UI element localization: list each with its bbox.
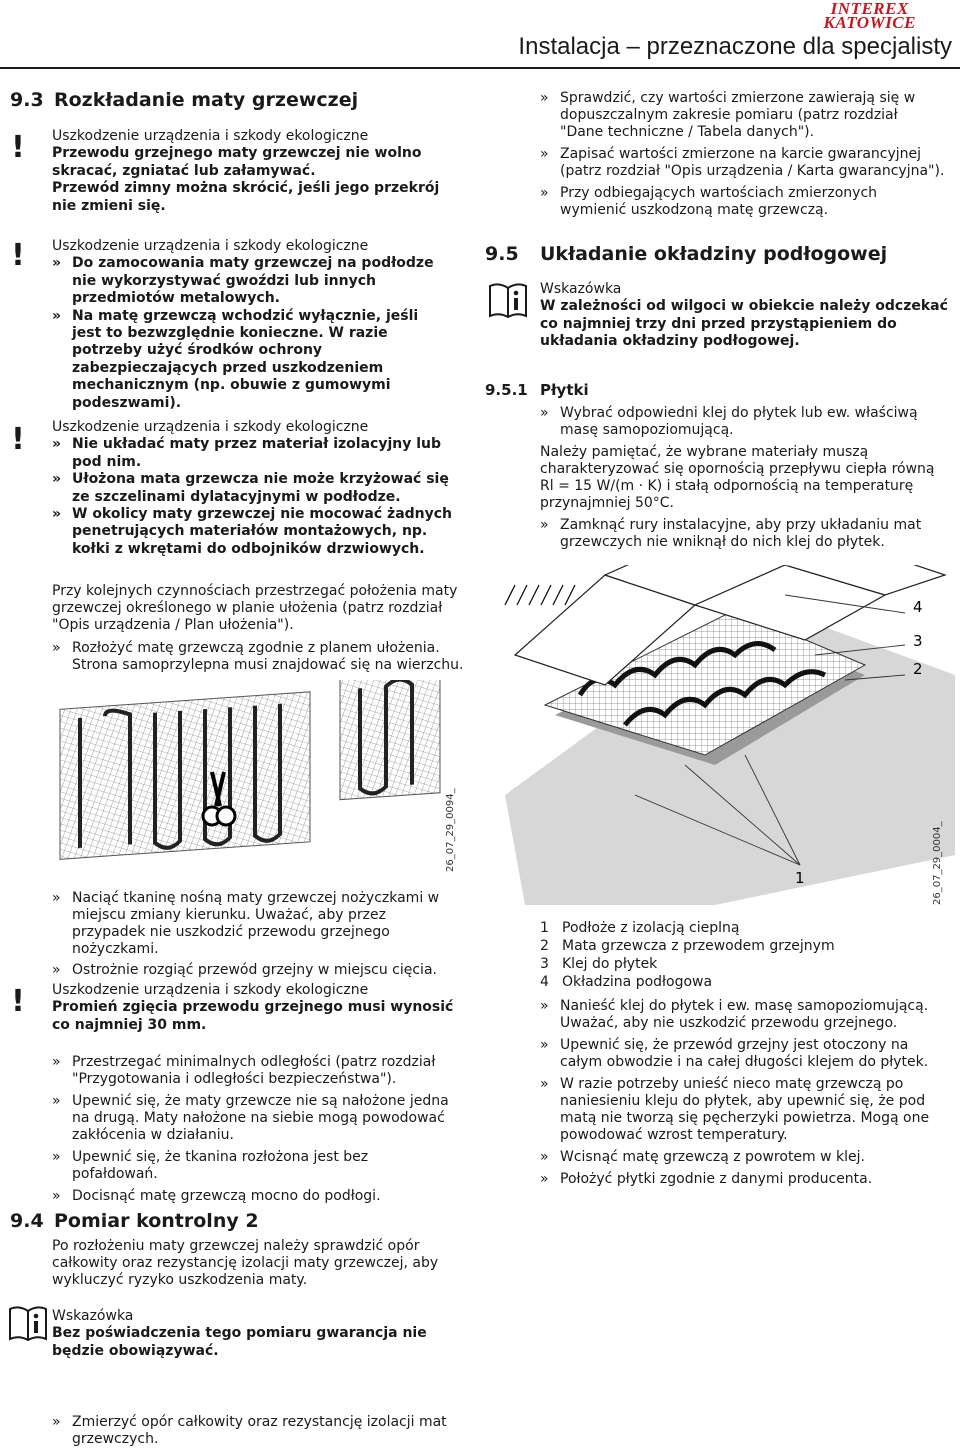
list-item: » Zamknąć rury instalacyjne, aby przy układaniu mat grzewczych nie wniknął do nich klej do płytek. bbox=[540, 517, 922, 550]
figure-floor-layers bbox=[485, 565, 955, 905]
figure-code: 26_07_29_0004_ bbox=[932, 821, 943, 905]
list-item: » W razie potrzeby unieść nieco matę grzewczą po naniesieniu kleju do płytek, aby upewnić się, że pod matą nie tworzą się pęcherzyki powietrza. Mogą one powodować wzrost temperatury. bbox=[540, 1076, 930, 1143]
mat-left-piece bbox=[60, 692, 310, 859]
section-9-4-heading: 9.4 Pomiar kontrolny 2 bbox=[10, 1210, 259, 1232]
section-9-5-heading: 9.5 Układanie okładziny podłogowej bbox=[485, 243, 888, 265]
warning-icon: ! bbox=[11, 130, 25, 165]
header-rule bbox=[0, 67, 960, 69]
paragraph-measurement: Po rozłożeniu maty grzewczej należy sprawdzić opór całkowity oraz rezystancję izolacji maty grzewczej, aby wykluczyć ryzyko uszkodzenia maty. bbox=[52, 1238, 439, 1288]
note-block-humidity: Wskazówka W zależności od wilgoci w obiekcie należy odczekać co najmniej trzy dni przed przystąpieniem do układania okładziny podłogowej. bbox=[540, 281, 948, 350]
list-item: » Zmierzyć opór całkowity oraz rezystancję izolacji mat grzewczych. bbox=[52, 1414, 447, 1447]
hatch-marks bbox=[505, 585, 575, 605]
final-instructions bbox=[52, 1054, 457, 1205]
warning-icon: ! bbox=[11, 422, 25, 457]
cutting-instructions bbox=[52, 890, 457, 979]
list-item: » Wybrać odpowiedni klej do płytek lub ew. właściwą masę samopoziomującą. bbox=[540, 405, 918, 438]
figure-mat-cutting bbox=[50, 680, 450, 870]
paragraph-materials: Należy pamiętać, że wybrane materiały muszą charakteryzować się opornością przepływu ciepła równą Rl = 15 W/(m · K) i stałą odpornością na temperaturę przynajmniej 50°C. bbox=[540, 444, 935, 511]
figure-label-2: 2 bbox=[913, 660, 923, 678]
figure-code: 26_07_29_0094_ bbox=[445, 788, 456, 872]
paragraph-layout-plan: Przy kolejnych czynnościach przestrzegać położenia maty grzewczej określonego w planie ułożenia (patrz rozdział "Opis urządzenia / Plan ułożenia"). bbox=[52, 583, 458, 633]
list-item: » Upewnić się, że maty grzewcze nie są nałożone jedna na drugą. Maty nałożone na siebie mogą powodować zakłócenia w działaniu. bbox=[52, 1093, 449, 1143]
figure-label-1: 1 bbox=[795, 869, 805, 887]
legend-item: 2 Mata grzewcza z przewodem grzejnym bbox=[540, 938, 835, 954]
list-item: » Położyć płytki zgodnie z danymi producenta. bbox=[540, 1171, 873, 1187]
list-item: » Ułożona mata grzewcza nie może krzyżować się ze szczelinami dylatacyjnymi w podłodze. bbox=[52, 471, 449, 505]
warning-block-1: Uszkodzenie urządzenia i szkody ekologiczne Przewodu grzejnego maty grzewczej nie wolno skracać, zgniatać lub załamywać. Przewód zimny można skrócić, jeśli jego przekrój nie zmieni się. bbox=[52, 128, 440, 214]
legend-item: 4 Okładzina podłogowa bbox=[540, 974, 713, 990]
legend-item: 3 Klej do płytek bbox=[540, 956, 658, 972]
figure-label-4: 4 bbox=[913, 598, 923, 616]
warning-icon: ! bbox=[11, 984, 25, 1019]
list-item: » Sprawdzić, czy wartości zmierzone zawierają się w dopuszczalnym zakresie pomiaru (patrz rozdział "Dane techniczne / Tabela danych"). bbox=[540, 90, 916, 140]
list-item: » Ostrożnie rozgiąć przewód grzejny w miejscu cięcia. bbox=[52, 962, 437, 978]
list-item: » Upewnić się, że tkanina rozłożona jest bez pofałdowań. bbox=[52, 1149, 369, 1182]
list-item: » Wcisnąć matę grzewczą z powrotem w klej. bbox=[540, 1149, 865, 1165]
measurement-checks bbox=[540, 90, 945, 219]
list-item: » Docisnąć matę grzewczą mocno do podłogi. bbox=[52, 1188, 381, 1204]
list-item: » Zapisać wartości zmierzone na karcie gwarancyjnej (patrz rozdział "Opis urządzenia / Karta gwarancyjna"). bbox=[540, 146, 945, 179]
list-item: » Naciąć tkaninę nośną maty grzewczej nożyczkami w miejscu zmiany kierunku. Uważać, aby przez przypadek nie uszkodzić przewodu grzejnego nożyczkami. bbox=[52, 890, 440, 957]
section-9-3-heading: 9.3 Rozkładanie maty grzewczej bbox=[10, 89, 359, 111]
list-item: » Przestrzegać minimalnych odległości (patrz rozdział "Przygotowania i odległości bezpieczeństwa"). bbox=[52, 1054, 436, 1087]
info-book-icon bbox=[488, 282, 528, 318]
list-item: » Rozłożyć matę grzewczą zgodnie z planem ułożenia. Strona samoprzylepna musi znajdować się na wierzchu. bbox=[52, 640, 464, 673]
list-item: » W okolicy maty grzewczej nie mocować żadnych penetrujących materiałów montażowych, np. kołki z wkrętami do odbojników drzwiowych. bbox=[52, 506, 453, 557]
list-item: » Nie układać maty przez materiał izolacyjny lub pod nim. bbox=[52, 436, 441, 470]
list-item: » Na matę grzewczą wchodzić wyłącznie, jeśli jest to bezwzględnie konieczne. W razie potrzeby użyć środków ochrony zabezpieczających przed uszkodzeniem mechanicznym (np. obuwie z gumowymi podeszwami). bbox=[52, 307, 419, 411]
warning-block-2: Uszkodzenie urządzenia i szkody ekologiczne » Do zamocowania maty grzewczej na podłodze nie wykorzystywać gwoździ lub innych przedmiotów metalowych. » Na matę grzewczą wchodzić wyłącznie, jeśli jest to bezwzględnie konieczne. W razie potrzeby użyć środków ochrony zabezpieczających przed uszkodzeniem mechanicznym (np. obuwie z gumowymi podeszwami). bbox=[52, 238, 452, 412]
figure-label-3: 3 bbox=[913, 632, 923, 650]
legend-item: 1 Podłoże z izolacją cieplną bbox=[540, 920, 740, 936]
list-item: » Do zamocowania maty grzewczej na podłodze nie wykorzystywać gwoździ lub innych przedmiotów metalowych. bbox=[52, 255, 434, 307]
warning-icon: ! bbox=[11, 238, 25, 273]
warning-block-4: Uszkodzenie urządzenia i szkody ekologiczne Promień zgięcia przewodu grzejnego musi wynosić co najmniej 30 mm. bbox=[52, 982, 454, 1033]
interex-logo: INTEREX KATOWICE bbox=[823, 0, 916, 32]
warning-block-3: Uszkodzenie urządzenia i szkody ekologiczne » Nie układać maty przez materiał izolacyjny lub pod nim. » Ułożona mata grzewcza nie może krzyżować się ze szczelinami dylatacyjnymi w podłodze. » W okolicy maty grzewczej nie mocować żadnych penetrujących materiałów montażowych, np. kołki z wkrętami do odbojników drzwiowych. bbox=[52, 419, 457, 558]
adhesive-instructions bbox=[540, 998, 945, 1188]
list-item: » Przy odbiegających wartościach zmierzonych wymienić uszkodzoną matę grzewczą. bbox=[540, 185, 878, 218]
list-item: » Nanieść klej do płytek i ew. masę samopoziomującą. Uważać, aby nie uszkodzić przewodu grzejnego. bbox=[540, 998, 929, 1031]
mat-right-piece bbox=[340, 680, 440, 800]
list-item: » Upewnić się, że przewód grzejny jest otoczony na całym obwodzie i na całej długości klejem do płytek. bbox=[540, 1037, 929, 1070]
note-block-guarantee: Wskazówka Bez poświadczenia tego pomiaru gwarancja nie będzie obowiązywać. bbox=[52, 1308, 427, 1359]
tiles-instructions bbox=[540, 405, 945, 551]
figure-legend bbox=[540, 919, 940, 991]
info-book-icon bbox=[8, 1305, 48, 1341]
page-header-title: Instalacja – przeznaczone dla specjalisty bbox=[518, 33, 952, 60]
subsection-9-5-1-heading: 9.5.1 Płytki bbox=[485, 381, 589, 399]
